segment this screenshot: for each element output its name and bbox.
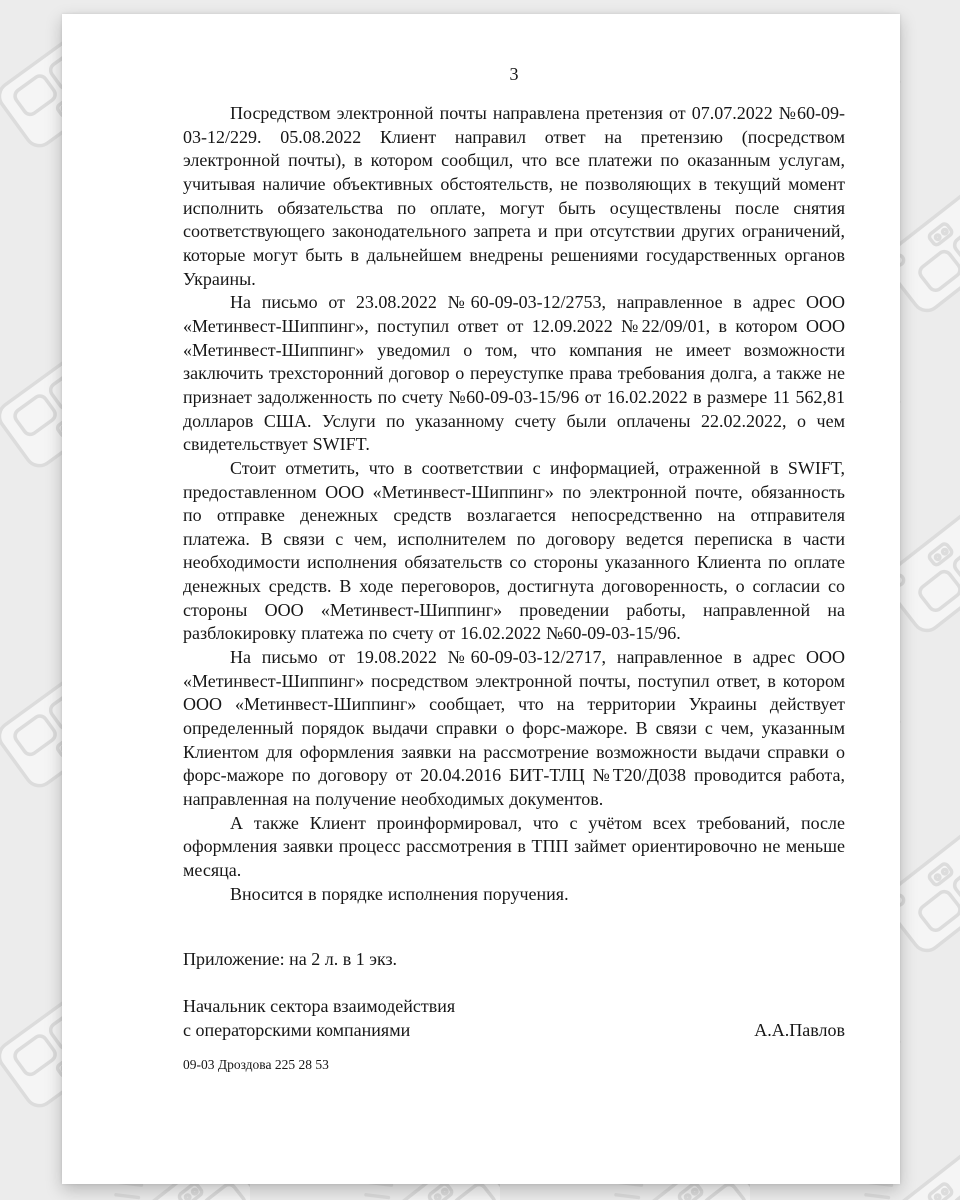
paragraph-letter-2717: На письмо от 19.08.2022 №60-09-03-12/2717, направленное в адрес ООО «Метинвест-Шиппинг» посредством электронной почты, поступил ответ, в котором ООО «Метинвест-Шиппинг» сообщает, что на территории Украины действует определенный порядок выдачи справки о форс-мажоре. В связи с чем, указанным Клиентом для оформления заявки на рассмотрение возможности выдачи справки о форс-мажоре по договору от 20.04.2016 БИТ-ТЛЦ №Т20/Д038 проводится работа, направленная на получение необходимых документов. — [183, 647, 845, 810]
paragraph-closing: Вносится в порядке исполнения поручения. — [230, 883, 569, 904]
paragraph-letter-2753: На письмо от 23.08.2022 №60-09-03-12/2753, направленное в адрес ООО «Метинвест-Шиппинг», поступил ответ от 12.09.2022 №22/09/01, в котором ООО «Метинвест-Шиппинг» уведомил о том, что компания не имеет возможности заключить трехсторонний договор о переуступке права требования долга, а также не признает задолженность по счету №60-09-03-15/96 от 16.02.2022 в размере 11 562,81 долларов США. Услуги по указанному счету были оплачены 22.02.2022, о чем свидетельствует SWIFT. — [183, 292, 845, 455]
signatory-position-line-1: Начальник сектора взаимодействия — [183, 995, 456, 1016]
paragraph-client-info: А также Клиент проинформировал, что с учётом всех требований, после оформления заявки процесс рассмотрения в ТПП займет ориентировочно не меньше месяца. — [183, 812, 845, 880]
document-page — [62, 14, 900, 1184]
signatory-position — [183, 994, 455, 1042]
paragraph-swift-info: Стоит отметить, что в соответствии с информацией, отраженной в SWIFT, предоставленном ООО «Метинвест-Шиппинг» по электронной почте, обязанность по отправке денежных средств возлагается непосредственно на отправителя платежа. В связи с чем, исполнителем по договору ведется переписка в части необходимости исполнения обязательств со стороны указанного Клиента по оплате денежных средств. В ходе переговоров, достигнута договоренность, о согласии со стороны ООО «Метинвест-Шиппинг» проведении работы, направленной на разблокировку платежа по счету от 16.02.2022 №60-09-03-15/96. — [183, 457, 845, 644]
signatory-position-line-2: с операторскими компаниями — [183, 1019, 411, 1040]
page-number: 3 — [509, 64, 519, 84]
paragraph-claim-email: Посредством электронной почты направлена претензия от 07.07.2022 №60-09-03-12/229. 05.08.2022 Клиент направил ответ на претензию (посредством электронной почты), в котором сообщил, что все платежи по оказанным услугам, учитывая наличие объективных обстоятельств, не позволяющих в текущий момент исполнить обязательства по оплате, могут быть осуществлены после снятия соответствующего законодательного запрета и при отсутствии других ограничений, которые могут быть в дальнейшем внедрены решениями государственных органов Украины. — [183, 103, 845, 289]
signatory-name: А.А.Павлов — [754, 1019, 845, 1040]
signature-block — [183, 994, 845, 1042]
attachment-line: Приложение: на 2 л. в 1 экз. — [183, 949, 398, 970]
executor-note: 09-03 Дроздова 225 28 53 — [183, 1056, 329, 1072]
